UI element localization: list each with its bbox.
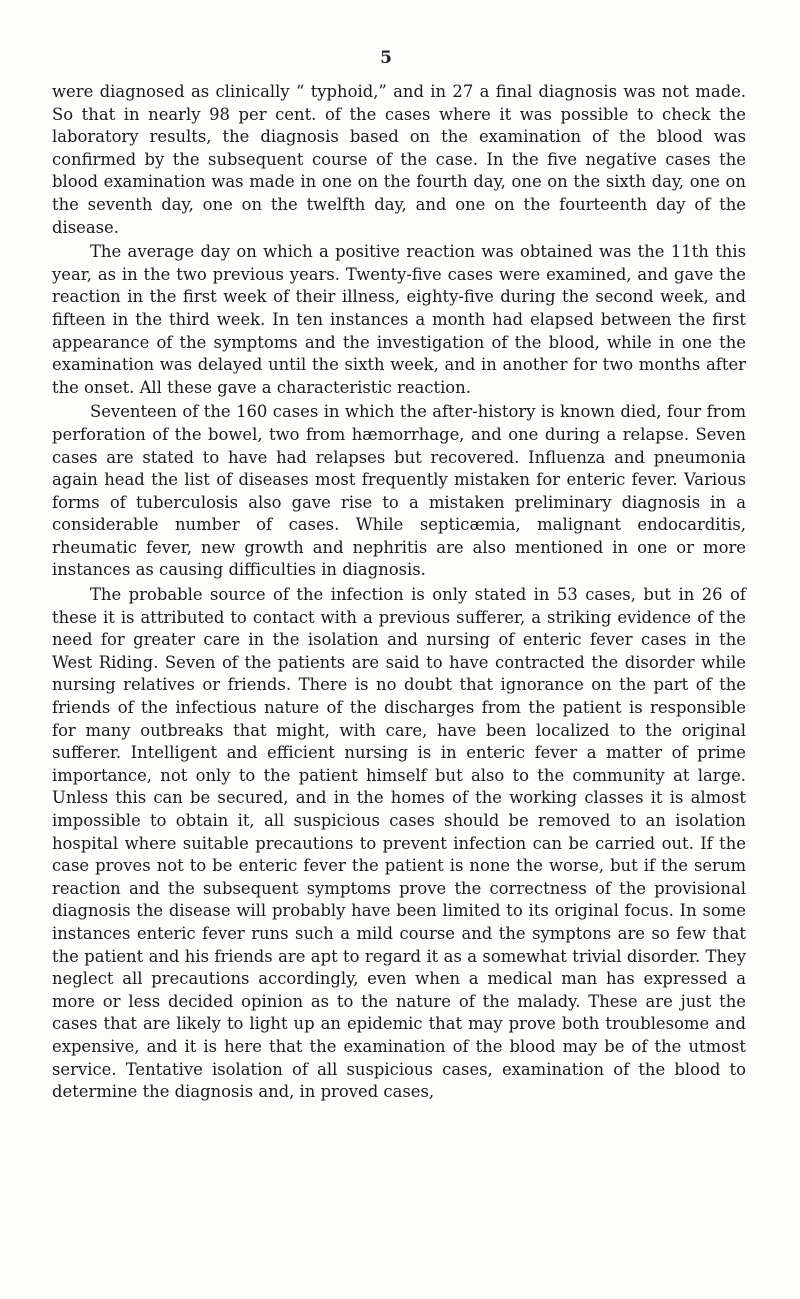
paragraph-after-history: Seventeen of the 160 cases in which the after-history is known died, four from perforation of the bowel, two from hæmorrhage, and one during a relapse. Seven cases are stated to have had relapses but recovered. Influenza and pneumonia again head the list of diseases most frequently mistaken for enteric fever. Various forms of tuberculosis also gave rise to a mistaken preliminary diagnosis in a considerable number of cases. While septicæmia, malignant endocarditis, rheumatic fever, new growth and nephritis are also mentioned in one or more instances as causing difficulties in diagnosis. <box>52 402 746 580</box>
page-number: 5 <box>380 48 392 68</box>
paragraph-positive-reaction: The average day on which a positive reaction was obtained was the 11th this year, as in the two previous years. Twenty-five cases were examined, and gave the reaction in the first week of their illness, eighty-five during the second week, and fifteen in the third week. In ten instances a month had elapsed between the first appearance of the symptoms and the investigation of the blood, while in one the examination was delayed until the sixth week, and in another for two months after the onset. All these gave a characteristic reaction. <box>52 242 746 397</box>
body-text <box>52 81 746 1104</box>
paragraph-continued: were diagnosed as clinically “ typhoid,” and in 27 a final diagnosis was not made. So that in nearly 98 per cent. of the cases where it was possible to check the laboratory results, the diagnosis based on the examination of the blood was confirmed by the subsequent course of the case. In the five negative cases the blood examination was made in one on the fourth day, one on the sixth day, one on the seventh day, one on the twelfth day, and one on the fourteenth day of the disease. <box>52 82 746 237</box>
paragraph-infection-source: The probable source of the infection is only stated in 53 cases, but in 26 of these it is attributed to contact with a previous sufferer, a striking evidence of the need for greater care in the isolation and nursing of enteric fever cases in the West Riding. Seven of the patients are said to have contracted the disorder while nursing relatives or friends. There is no doubt that ignorance on the part of the friends of the infectious nature of the discharges from the patient is responsible for many outbreaks that might, with care, have been localized to the original sufferer. Intelligent and efficient nursing is in enteric fever a matter of prime importance, not only to the patient himself but also to the community at large. Unless this can be secured, and in the homes of the working classes it is almost impossible to obtain it, all suspicious cases should be removed to an isolation hospital where suitable precautions to prevent infection can be carried out. If the case proves not to be enteric fever the patient is none the worse, but if the serum reaction and the subsequent symptoms prove the correctness of the provisional diagnosis the disease will probably have been limited to its original focus. In some instances enteric fever runs such a mild course and the symptons are so few that the patient and his friends are apt to regard it as a somewhat trivial disorder. They neglect all precautions accordingly, even when a medical man has expressed a more or less decided opinion as to the nature of the malady. These are just the cases that are likely to light up an epidemic that may prove both troublesome and expensive, and it is here that the examination of the blood may be of the utmost service. Tentative isolation of all suspicious cases, examination of the blood to determine the diagnosis and, in proved cases, <box>52 585 746 1102</box>
